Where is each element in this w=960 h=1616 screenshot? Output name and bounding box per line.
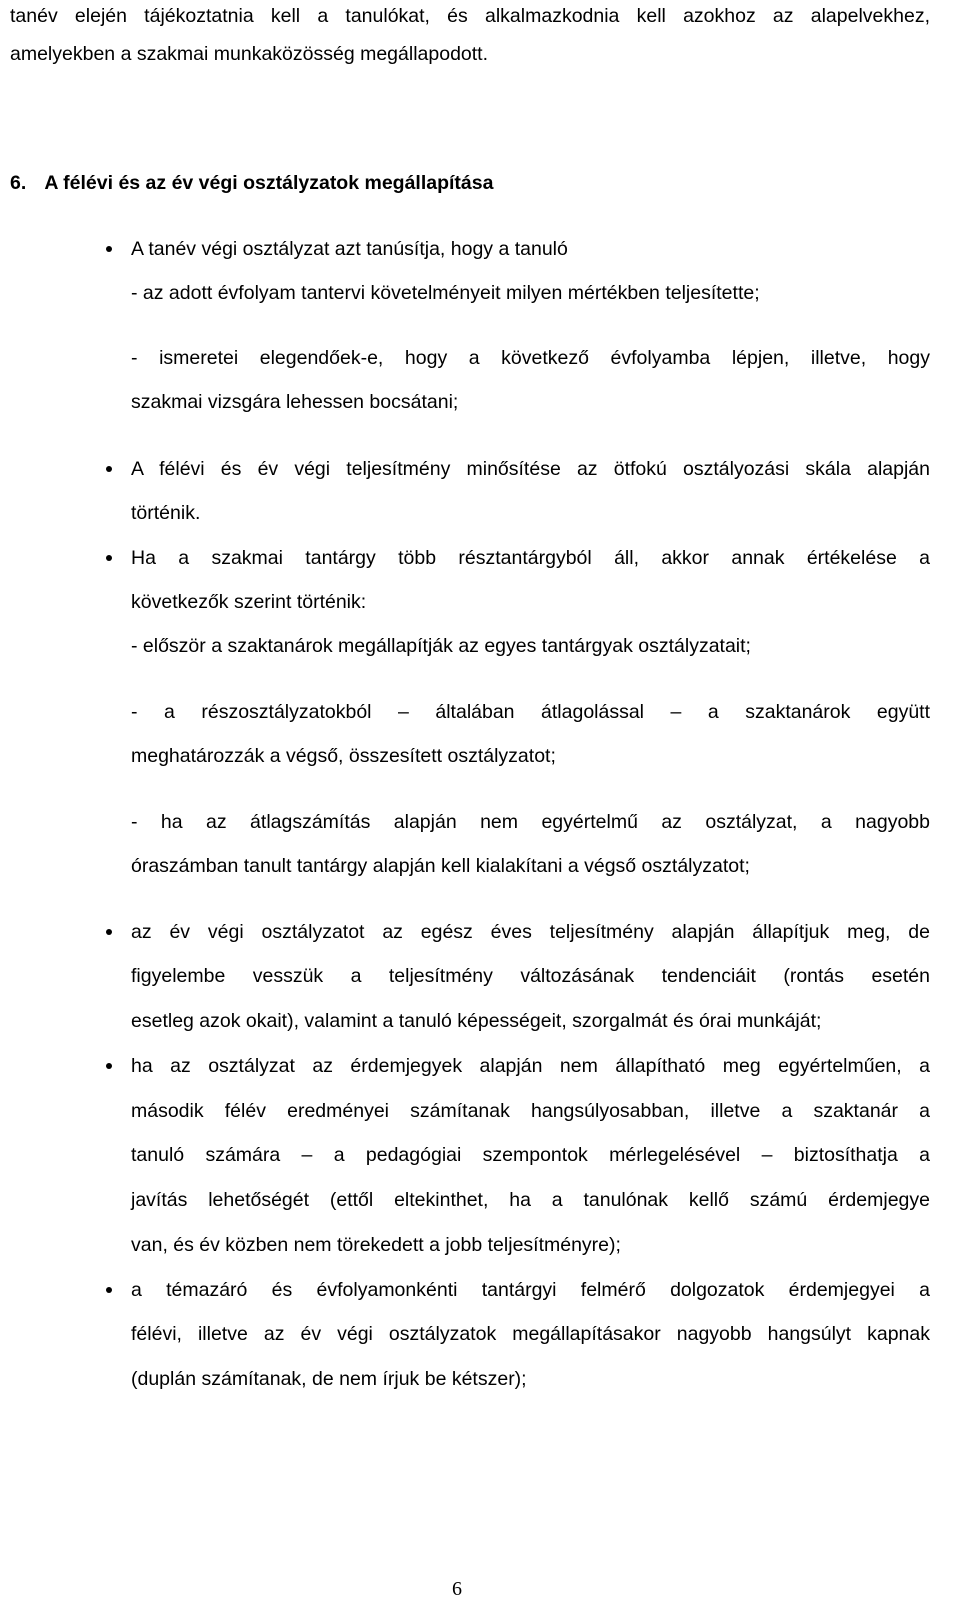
item-3-line-6: - ha az átlagszámítás alapján nem egyértelmű az osztályzat, a nagyobb (131, 811, 930, 833)
item-3-line-2: következők szerint történik: (131, 591, 367, 613)
intro-line-1: tanév elején tájékoztatnia kell a tanulókat, és alkalmazkodnia kell azokhoz az alapelvekhez, (10, 5, 930, 27)
intro-line-2: amelyekben a szakmai munkaközösség megállapodott. (10, 43, 489, 65)
item-3-line-1: Ha a szakmai tantárgy több résztantárgyból áll, akkor annak értékelése a (131, 547, 930, 569)
item-1-line-3: - ismeretei elegendőek-e, hogy a következő évfolyamba lépjen, illetve, hogy (131, 347, 930, 369)
item-5-line-5: van, és év közben nem törekedett a jobb teljesítményre); (131, 1234, 621, 1256)
item-4-line-3: esetleg azok okait), valamint a tanuló képességeit, szorgalmát és órai munkáját; (131, 1010, 822, 1032)
item-2-line-1: A félévi és év végi teljesítmény minősítése az ötfokú osztályozási skála alapján (131, 458, 930, 480)
bullet-icon (106, 1063, 112, 1069)
item-1-line-1: A tanév végi osztályzat azt tanúsítja, hogy a tanuló (131, 238, 568, 260)
item-6-line-2: félévi, illetve az év végi osztályzatok megállapításakor nagyobb hangsúlyt kapnak (131, 1323, 930, 1345)
item-3-line-4: - a részosztályzatokból – általában átlagolással – a szaktanárok együtt (131, 701, 930, 723)
item-4-line-2: figyelembe vesszük a teljesítmény változásának tendenciáit (rontás esetén (131, 965, 930, 987)
item-3-line-3: - először a szaktanárok megállapítják az egyes tantárgyak osztályzatait; (131, 635, 751, 657)
item-3-line-5: meghatározzák a végső, összesített osztályzatot; (131, 745, 556, 767)
item-5-line-1: ha az osztályzat az érdemjegyek alapján nem állapítható meg egyértelműen, a (131, 1055, 930, 1077)
item-3-line-7: óraszámban tanult tantárgy alapján kell kialakítani a végső osztályzatot; (131, 855, 750, 877)
item-5-line-2: második félév eredményei számítanak hangsúlyosabban, illetve a szaktanár a (131, 1100, 930, 1122)
bullet-icon (106, 929, 112, 935)
item-6-line-3: (duplán számítanak, de nem írjuk be kétszer); (131, 1368, 527, 1390)
section-number: 6. (10, 172, 27, 194)
section-title: A félévi és az év végi osztályzatok megállapítása (44, 172, 494, 194)
bullet-icon (106, 466, 112, 472)
bullet-icon (106, 1287, 112, 1293)
item-1-line-4: szakmai vizsgára lehessen bocsátani; (131, 391, 459, 413)
item-1-line-2: - az adott évfolyam tantervi követelményeit milyen mértékben teljesítette; (131, 282, 760, 304)
item-5-line-4: javítás lehetőségét (ettől eltekinthet, ha a tanulónak kellő számú érdemjegye (131, 1189, 930, 1211)
item-5-line-3: tanuló számára – a pedagógiai szempontok mérlegelésével – biztosíthatja a (131, 1144, 930, 1166)
item-6-line-1: a témazáró és évfolyamonkénti tantárgyi felmérő dolgozatok érdemjegyei a (131, 1279, 930, 1301)
item-2-line-2: történik. (131, 502, 201, 524)
bullet-icon (106, 555, 112, 561)
page-number: 6 (452, 1578, 462, 1600)
section-heading (10, 171, 493, 195)
item-4-line-1: az év végi osztályzatot az egész éves teljesítmény alapján állapítjuk meg, de (131, 921, 930, 943)
bullet-icon (106, 246, 112, 252)
